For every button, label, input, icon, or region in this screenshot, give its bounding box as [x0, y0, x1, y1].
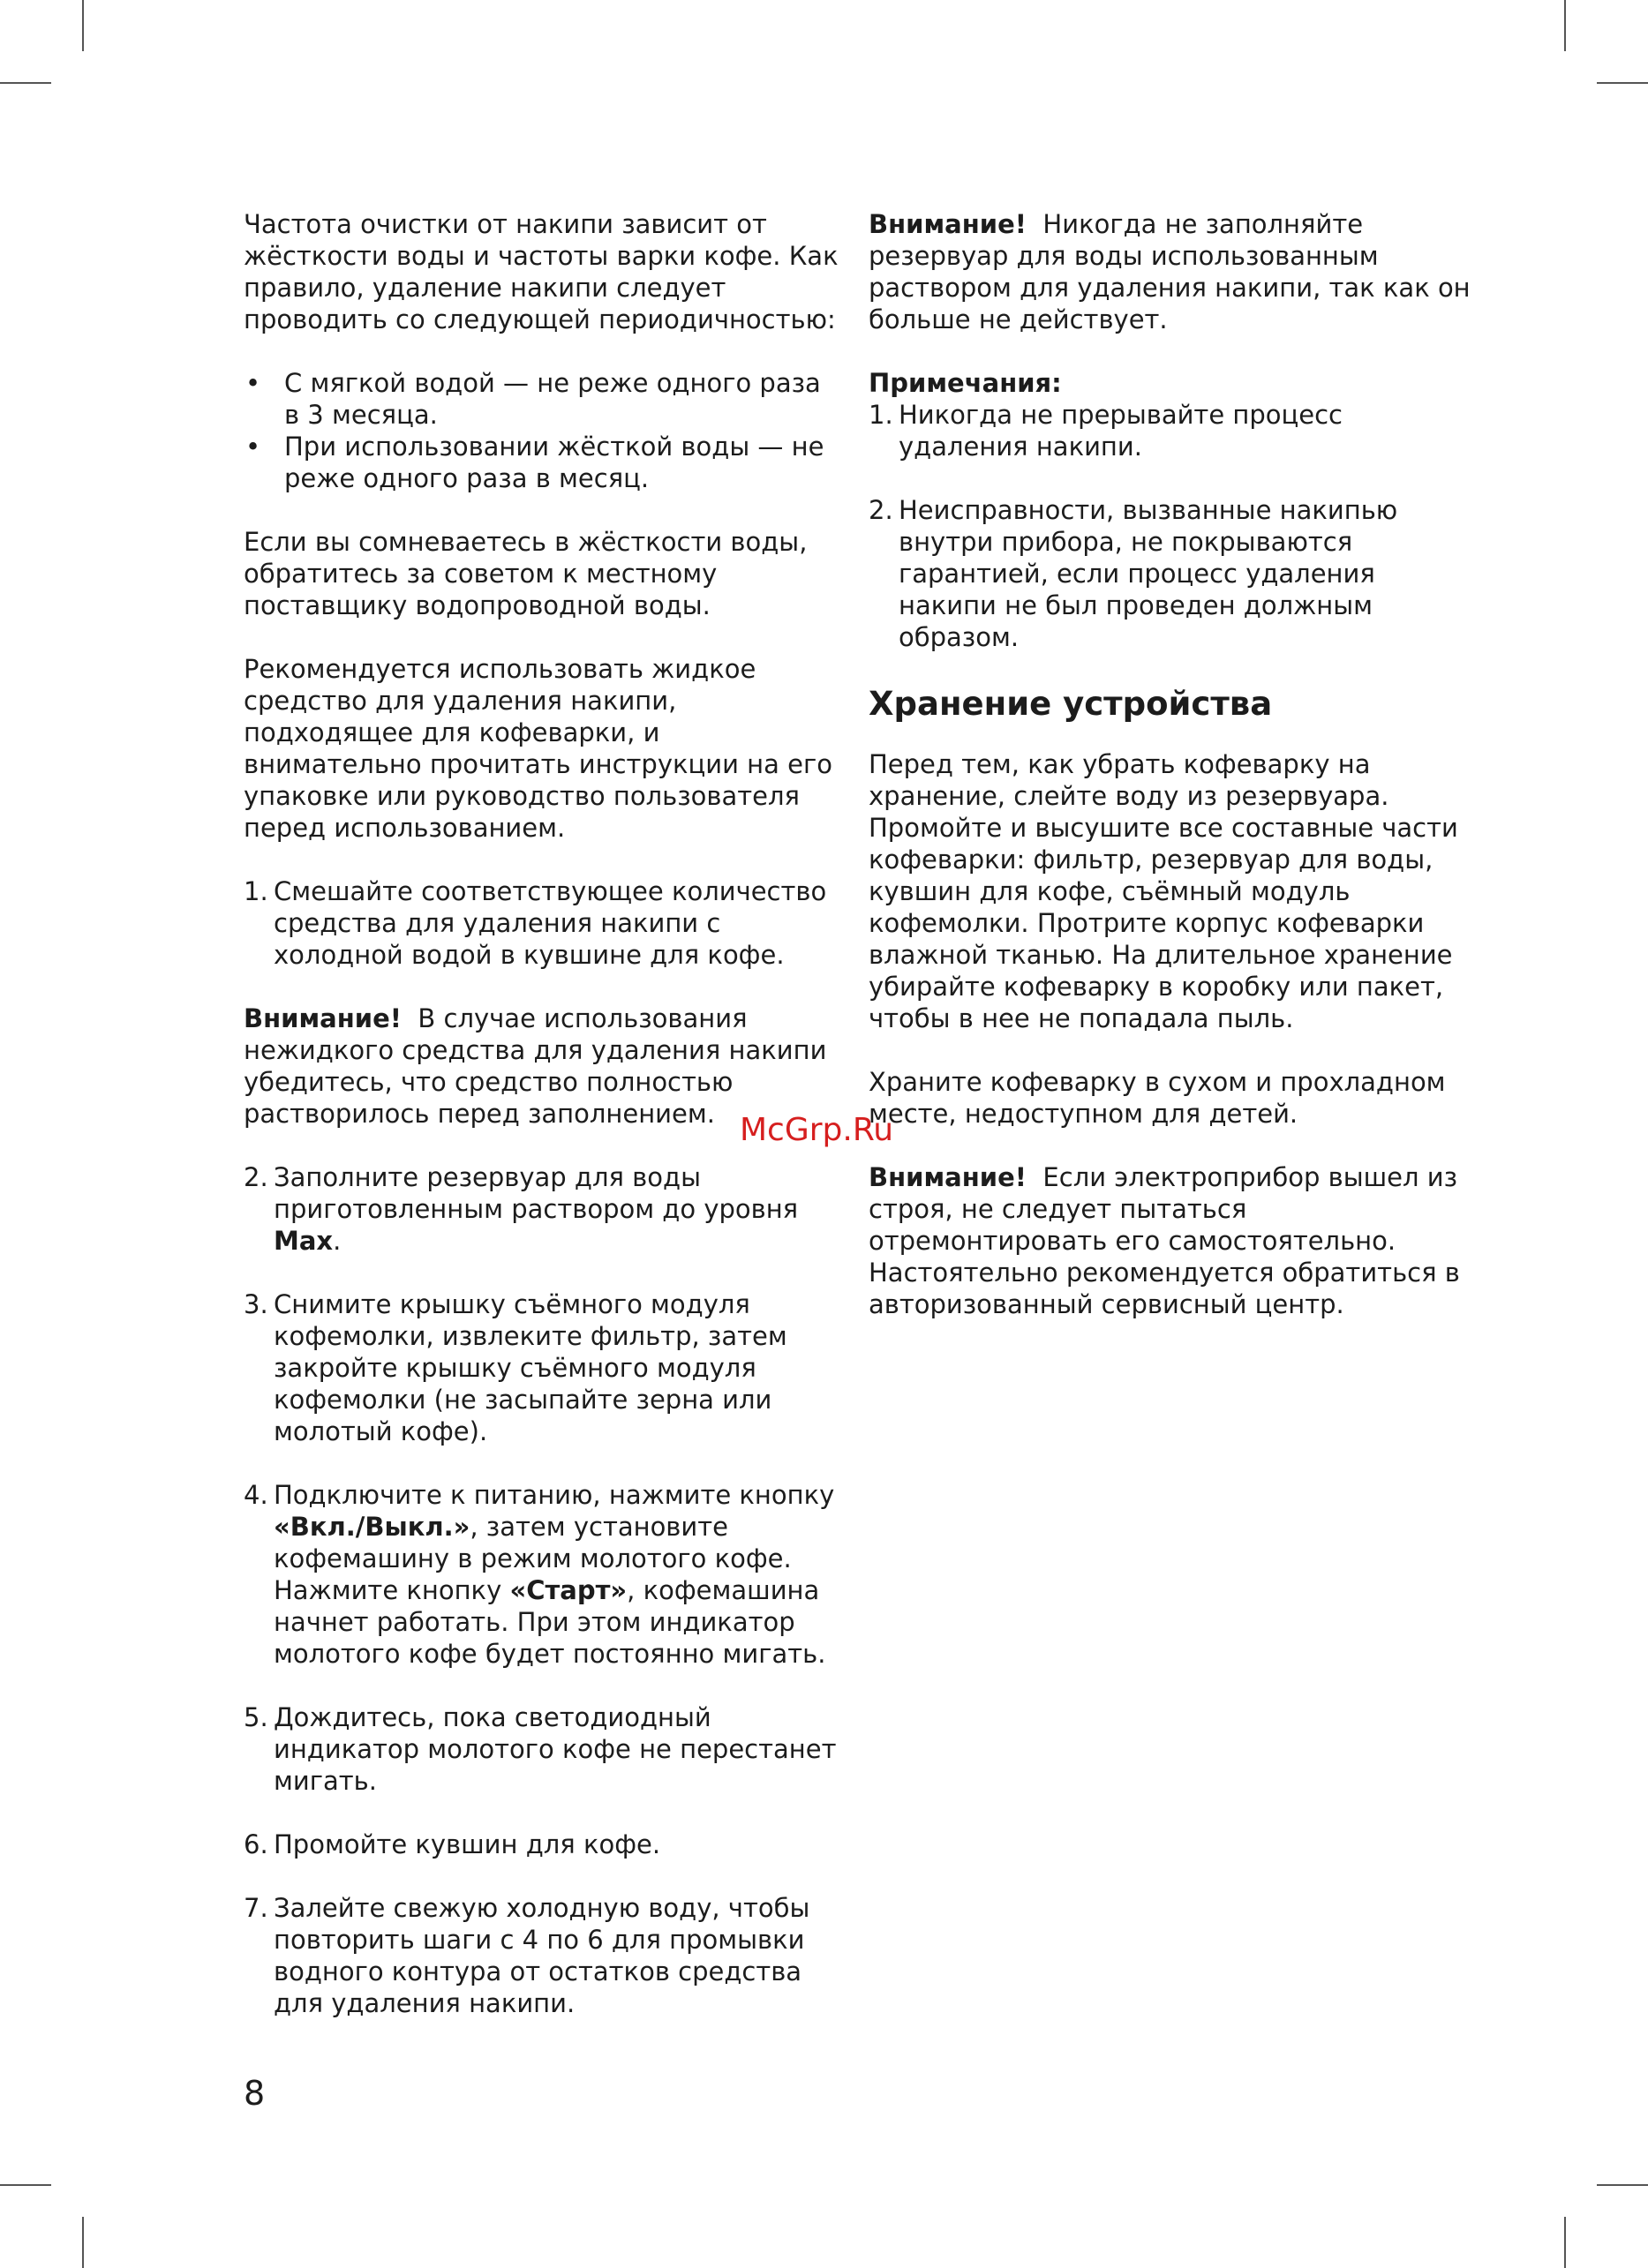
list-item: • При использовании жёсткой воды — не реже одного раза в месяц.: [244, 431, 844, 494]
page-number: 8: [244, 2074, 266, 2113]
crop-mark: [0, 82, 51, 84]
step-1: [244, 875, 844, 971]
step-number: 6.: [244, 1829, 268, 1859]
crop-mark: [82, 2217, 84, 2268]
attention-label: Внимание!: [869, 209, 1027, 239]
attention-text: Если электроприбор вышел из строя, не следует пытаться отремонтировать его самостоятельно. Настоятельно рекомендуется обратиться в авторизованный сервисный центр.: [869, 1162, 1460, 1319]
step-7: [244, 1892, 844, 2019]
step-text: Дождитесь, пока светодиодный индикатор молотого кофе не перестанет мигать.: [274, 1702, 837, 1796]
step-number: 3.: [244, 1289, 268, 1319]
step-5: [244, 1701, 844, 1797]
note-text: Неисправности, вызванные накипью внутри прибора, не покрываются гарантией, если процесс удаления накипи не был проведен должным образом.: [899, 495, 1398, 652]
max-level-label: Max: [274, 1226, 334, 1256]
crop-mark: [82, 0, 84, 51]
step-number: 2.: [244, 1162, 268, 1192]
notes-title: Примечания:: [869, 368, 1062, 398]
step-text: Заполните резервуар для воды приготовленным раствором до уровня Max.: [274, 1162, 799, 1256]
crop-mark: [1564, 0, 1566, 51]
section-heading: Хранение устройства: [869, 685, 1273, 723]
step-number: 5.: [244, 1702, 268, 1732]
step-3: [244, 1288, 844, 1447]
step-number: 1.: [244, 876, 268, 906]
crop-mark: [1597, 2184, 1648, 2186]
step-6: [244, 1829, 844, 1860]
start-button-label: «Старт»: [509, 1575, 628, 1605]
water-hardness-paragraph: Если вы сомневаетесь в жёсткости воды, обратитесь за советом к местному поставщику водопроводной воды.: [244, 527, 808, 620]
attention-text: Никогда не заполняйте резервуар для воды использованным раствором для удаления накипи, так как он больше не действует.: [869, 209, 1471, 334]
crop-mark: [1564, 2217, 1566, 2268]
step-number: 4.: [244, 1480, 268, 1510]
note-2: [869, 494, 1478, 653]
crop-mark: [0, 2184, 51, 2186]
crop-mark: [1597, 82, 1648, 84]
step-text: Подключите к питанию, нажмите кнопку «Вкл./Выкл.», затем установите кофемашину в режим молотого кофе. Нажмите кнопку «Старт», кофемашина начнет работать. При этом индикатор молотого кофе будет постоянно мигать.: [274, 1480, 835, 1669]
step-text: Снимите крышку съёмного модуля кофемолки, извлеките фильтр, затем закройте крышку съёмного модуля кофемолки (не засыпайте зерна или молотый кофе).: [274, 1289, 787, 1446]
step-2: [244, 1161, 844, 1257]
frequency-list: [244, 367, 844, 494]
step-4: [244, 1479, 844, 1670]
note-1: [869, 399, 1478, 462]
attention-label: Внимание!: [869, 1162, 1027, 1192]
storage-paragraph: Перед тем, как убрать кофеварку на хранение, слейте воду из резервуара. Промойте и высушите все составные части кофеварки: фильтр, резервуар для воды, кувшин для кофе, съёмный модуль кофемолки. Протрите корпус кофеварки влажной тканью. На длительное хранение убирайте кофеварку в коробку или пакет, чтобы в нее не попадала пыль.: [869, 749, 1458, 1033]
note-number: 2.: [869, 495, 893, 525]
attention-note: [869, 1161, 1478, 1320]
note-text: Никогда не прерывайте процесс удаления накипи.: [899, 400, 1343, 462]
attention-note: [869, 208, 1478, 335]
step-text: Смешайте соответствующее количество средства для удаления накипи с холодной водой в кувшине для кофе.: [274, 876, 827, 970]
attention-label: Внимание!: [244, 1003, 402, 1033]
right-column: [869, 208, 1478, 1352]
step-text: Залейте свежую холодную воду, чтобы повторить шаги с 4 по 6 для промывки водного контура от остатков средства для удаления накипи.: [274, 1893, 810, 2018]
note-number: 1.: [869, 400, 893, 430]
attention-note: [244, 1003, 844, 1130]
intro-paragraph: Частота очистки от накипи зависит от жёсткости воды и частоты варки кофе. Как правило, удаление накипи следует проводить со следующей периодичностью:: [244, 209, 839, 334]
storage-location-paragraph: Храните кофеварку в сухом и прохладном месте, недоступном для детей.: [869, 1067, 1446, 1129]
attention-text: В случае использования нежидкого средства для удаления накипи убедитесь, что средство полностью растворилось перед заполнением.: [244, 1003, 827, 1129]
watermark: McGrp.Ru: [740, 1112, 894, 1148]
power-button-label: «Вкл./Выкл.»: [274, 1512, 470, 1542]
step-number: 7.: [244, 1893, 268, 1923]
recommendation-paragraph: Рекомендуется использовать жидкое средство для удаления накипи, подходящее для кофеварки, и внимательно прочитать инструкции на его упаковке или руководство пользователя перед использованием.: [244, 654, 832, 843]
step-text: Промойте кувшин для кофе.: [274, 1829, 661, 1859]
list-item: • С мягкой водой — не реже одного раза в 3 месяца.: [244, 367, 844, 431]
